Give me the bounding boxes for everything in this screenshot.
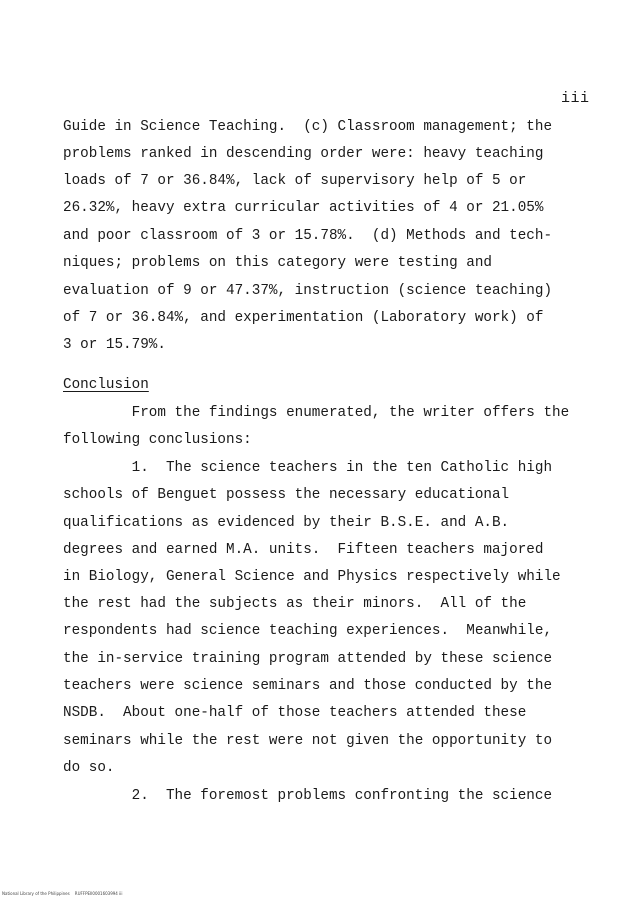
conclusion-line: degrees and earned M.A. units. Fifteen teachers majored <box>63 542 544 558</box>
conclusion-line: NSDB. About one-half of those teachers attended these <box>63 705 527 721</box>
conclusion-line: the rest had the subjects as their minors. All of the <box>63 596 527 612</box>
conclusion-line: schools of Benguet possess the necessary educational <box>63 487 510 503</box>
conclusion-line: in Biology, General Science and Physics respectively while <box>63 569 561 585</box>
conclusion-line: teachers were science seminars and those conducted by the <box>63 678 553 694</box>
conclusion-line: From the findings enumerated, the writer offers the <box>63 405 570 421</box>
conclusion-line: the in-service training program attended by these science <box>63 651 553 667</box>
conclusion-line: following conclusions: <box>63 432 252 448</box>
conclusion-line: qualifications as evidenced by their B.S.E. and A.B. <box>63 515 510 531</box>
summary-line: of 7 or 36.84%, and experimentation (Laboratory work) of <box>63 310 544 326</box>
conclusion-line: 1. The science teachers in the ten Catholic high <box>63 460 553 476</box>
page-number: iii <box>561 90 590 107</box>
summary-line: evaluation of 9 or 47.37%, instruction (science teaching) <box>63 283 553 299</box>
conclusion-line: 2. The foremost problems confronting the science <box>63 788 553 804</box>
summary-line: problems ranked in descending order were: heavy teaching <box>63 146 544 162</box>
summary-line: and poor classroom of 3 or 15.78%. (d) Methods and tech- <box>63 228 553 244</box>
summary-line: niques; problems on this category were testing and <box>63 255 492 271</box>
summary-line: Guide in Science Teaching. (c) Classroom management; the <box>63 119 553 135</box>
conclusion-line: respondents had science teaching experiences. Meanwhile, <box>63 623 553 639</box>
conclusion-line: do so. <box>63 760 115 776</box>
summary-line: loads of 7 or 36.84%, lack of supervisory help of 5 or <box>63 173 527 189</box>
summary-line: 3 or 15.79%. <box>63 337 166 353</box>
section-heading-conclusion: Conclusion <box>63 377 149 393</box>
scan-footer: National Library of the Philippines RUFFPEII0001603994 iii <box>2 891 123 896</box>
summary-line: 26.32%, heavy extra curricular activities of 4 or 21.05% <box>63 200 544 216</box>
conclusion-line: seminars while the rest were not given the opportunity to <box>63 733 553 749</box>
